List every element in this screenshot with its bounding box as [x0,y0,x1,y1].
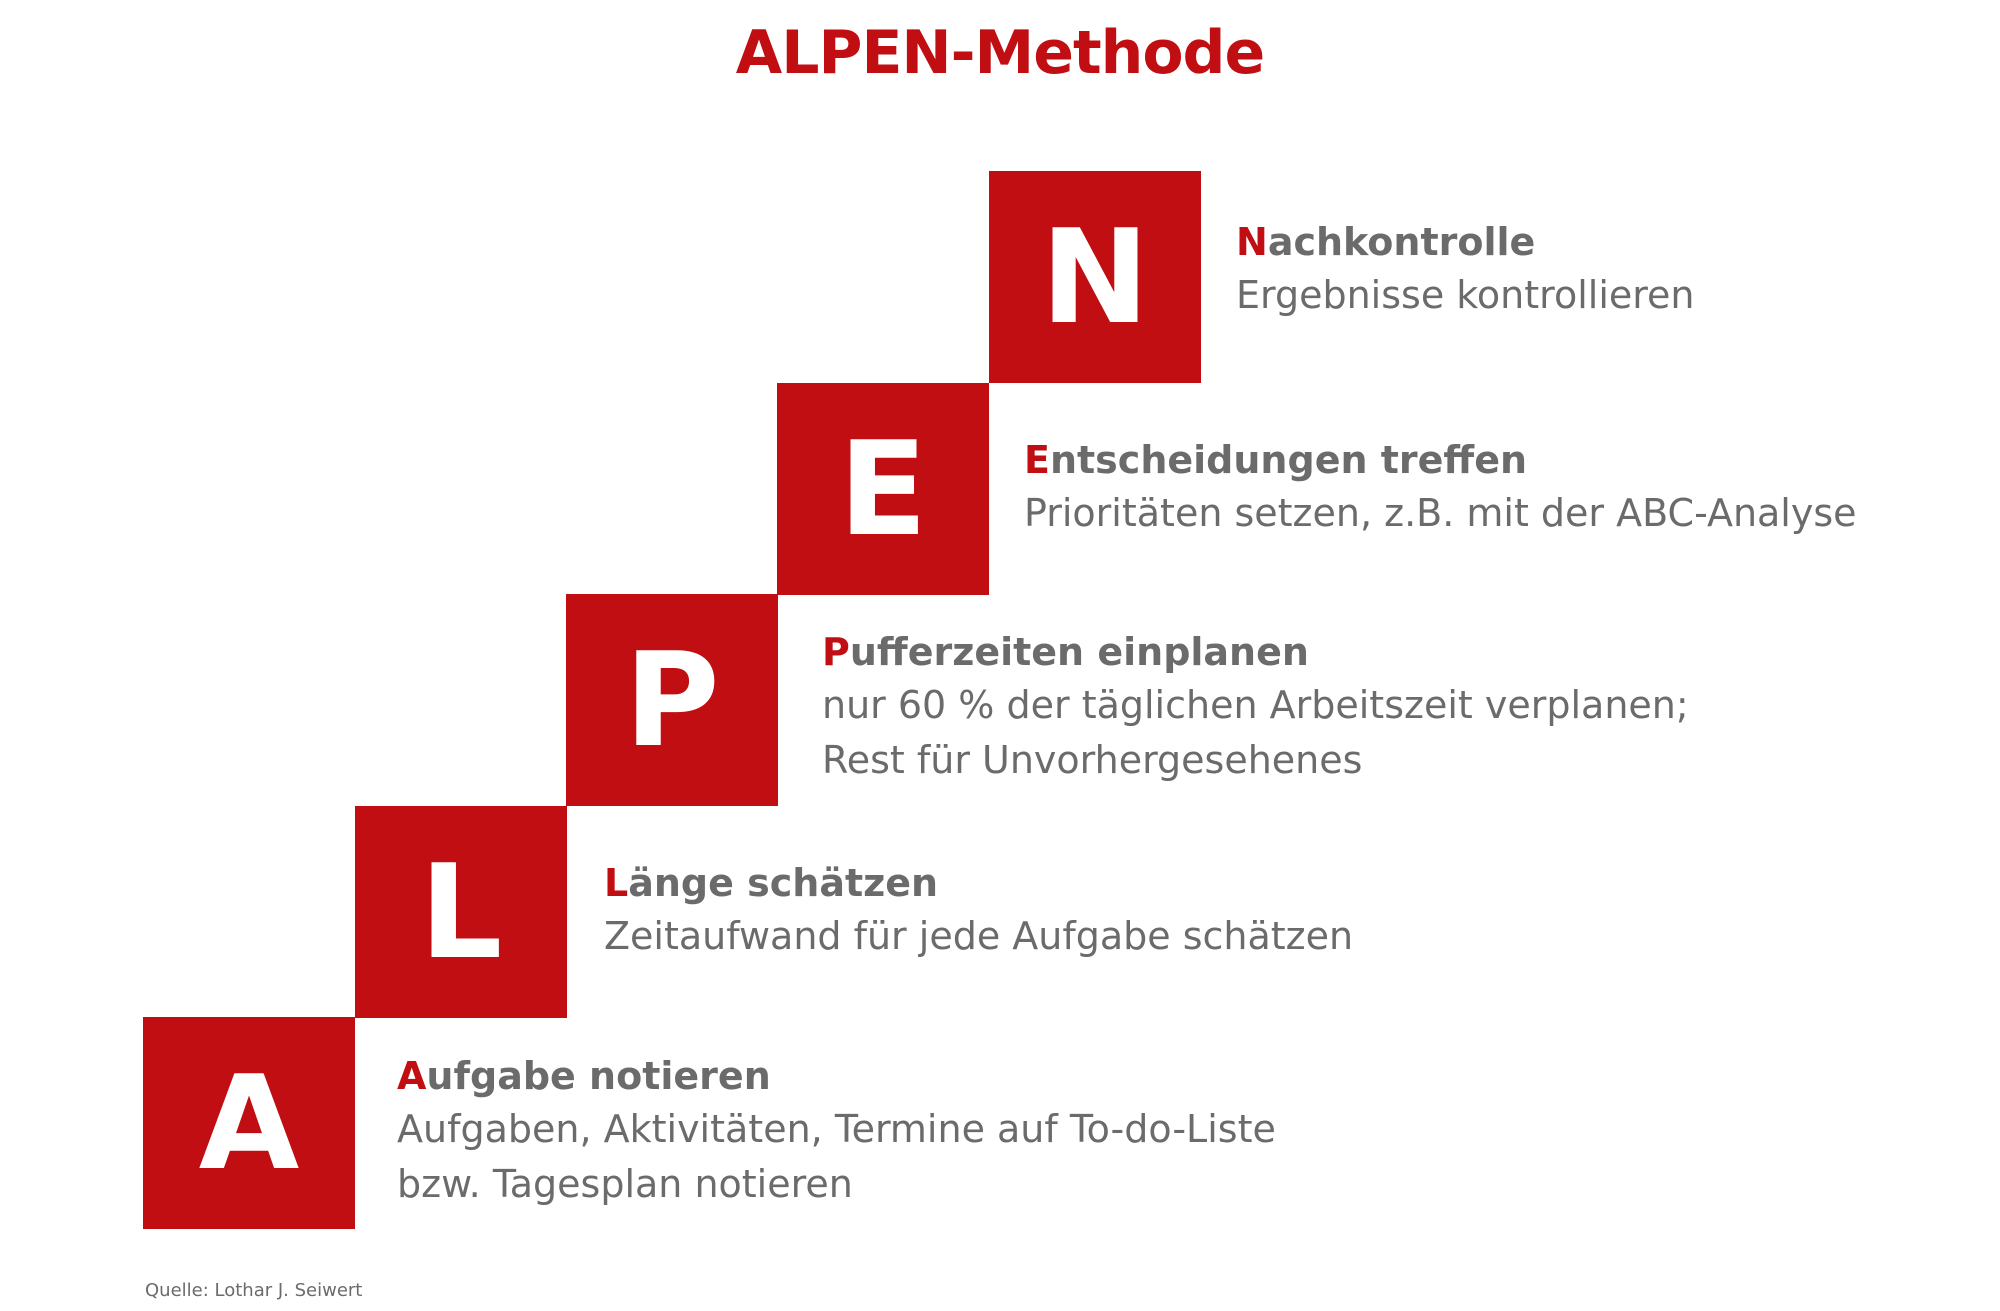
step-heading-initial: L [604,861,629,905]
source-note: Quelle: Lothar J. Seiwert [145,1280,363,1301]
step-heading-rest: änge schätzen [628,861,939,905]
step-heading-rest: ufferzeiten einplanen [849,630,1309,674]
step-heading-initial: P [822,630,850,674]
step-heading-initial: A [397,1054,427,1098]
step-heading-initial: E [1024,438,1050,482]
step-block-e: E [777,383,989,595]
step-desc-line: Ergebnisse kontrollieren [1236,273,1695,317]
step-heading-rest: achkontrolle [1267,220,1536,264]
step-heading-n [1236,216,1695,268]
step-block-n: N [989,171,1201,383]
step-block-a: A [143,1017,355,1229]
step-text-l [604,857,1353,964]
step-text-a [397,1050,1276,1212]
step-block-l: L [355,806,567,1018]
step-desc-line: Zeitaufwand für jede Aufgabe schätzen [604,914,1354,958]
step-text-e [1024,434,1857,541]
step-heading-rest: ntscheidungen treffen [1049,438,1528,482]
step-desc-line: nur 60 % der täglichen Arbeitszeit verplanen; [822,683,1689,727]
step-desc-line: Aufgaben, Aktivitäten, Termine auf To-do-Liste [397,1107,1276,1151]
step-block-p: P [566,594,778,806]
step-heading-e [1024,434,1857,486]
step-desc-line: bzw. Tagesplan notieren [397,1162,853,1206]
step-heading-rest: ufgabe notieren [426,1054,771,1098]
step-desc-line: Rest für Unvorhergesehenes [822,738,1363,782]
step-text-n [1236,216,1695,323]
step-text-p [822,626,1689,788]
step-heading-p [822,626,1689,678]
step-desc-line: Prioritäten setzen, z.B. mit der ABC-Analyse [1024,491,1857,535]
step-heading-a [397,1050,1276,1102]
step-heading-l [604,857,1353,909]
step-heading-initial: N [1236,220,1268,264]
diagram-title: ALPEN-Methode [735,18,1265,88]
